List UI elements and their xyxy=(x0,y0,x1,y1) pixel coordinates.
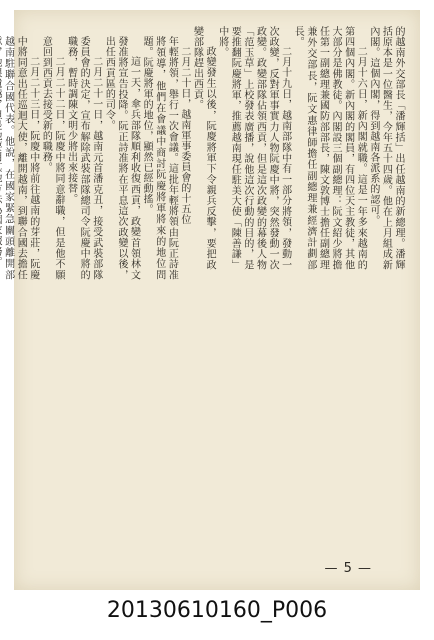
paragraph: 的越南外交部長「潘輝括」出任越南的新總理。潘輝括原本是一位醫生，今年五十四歲。他在上月組成新內閣。這個內閣，得到越南各派系的認可。 xyxy=(367,26,404,270)
paragraph: 二月十九日，越南部隊中有一部分將領，發動一次政變，反對軍事實力人物阮慶中將，突然發動一次政變。政變部隊佔領西貢，但是這次政變的幕後人物「范玉草」上校發表廣播，說他這次行動的目的，是要推翻阮慶將軍，推薦越南現任駐美大使「陳善謙」中將。 xyxy=(216,26,291,270)
document-page xyxy=(2,10,420,590)
paragraph: 二月二十日，越南軍事委員會的十五位 xyxy=(178,46,190,225)
paragraph: 二月二十二日，阮慶中將同意辭職，但是他不願意回到西貢去接受新的職務。 xyxy=(40,36,64,280)
vertical-text-body xyxy=(2,26,404,554)
paragraph: 政變發生以後，阮慶將軍下令親兵反擊，要把政變部隊趕出西貢。 xyxy=(191,26,216,270)
paragraph: 年輕將領，舉行一次會議。這批年輕將領由阮正詩准將領導，他們在會議中商討阮慶將軍將來的地位問題。阮慶將軍的地位，顯然已經動搖。 xyxy=(141,36,178,280)
paragraph: 二月十六日，新內閣就職。這是一年多來越南的第四個內閣。新內閣的閣員，有四位天主教徒，其他大部分是佛教徒。內閣設三個副總理：阮文紹少將擔任第一副總理兼國防部部長，陳文敦博士擔任副總理兼外交部長，阮文惠律師擔任副總理兼經濟計劃部長。 xyxy=(292,26,367,270)
page-number: — 5 — xyxy=(324,561,372,576)
paragraph: 這一天，傘兵部隊順利收復西貢，政變首領林文發准將宣告投降。阮正詩准將在平息這次政變以後，出任西貢區的司令。 xyxy=(103,36,140,280)
lower-text-block xyxy=(0,36,177,280)
paragraph: 二月二十三日，阮慶中將前往越南的芽莊，阮慶中將同意出任巡迴大使，離開越南，到聯合國去擔任越南駐聯合國代表。他說，在國家緊急關頭離開部 xyxy=(2,36,39,280)
image-caption: 20130610160_P006 xyxy=(106,598,328,623)
paragraph: 二月二十一日，越南元首潘克丑，接受武裝部隊委員會的決定，宣布解除武裝部隊總司令阮慶中將的職務，暫時調陳文明少將出來接替。 xyxy=(65,36,102,280)
upper-text-block xyxy=(177,26,404,270)
